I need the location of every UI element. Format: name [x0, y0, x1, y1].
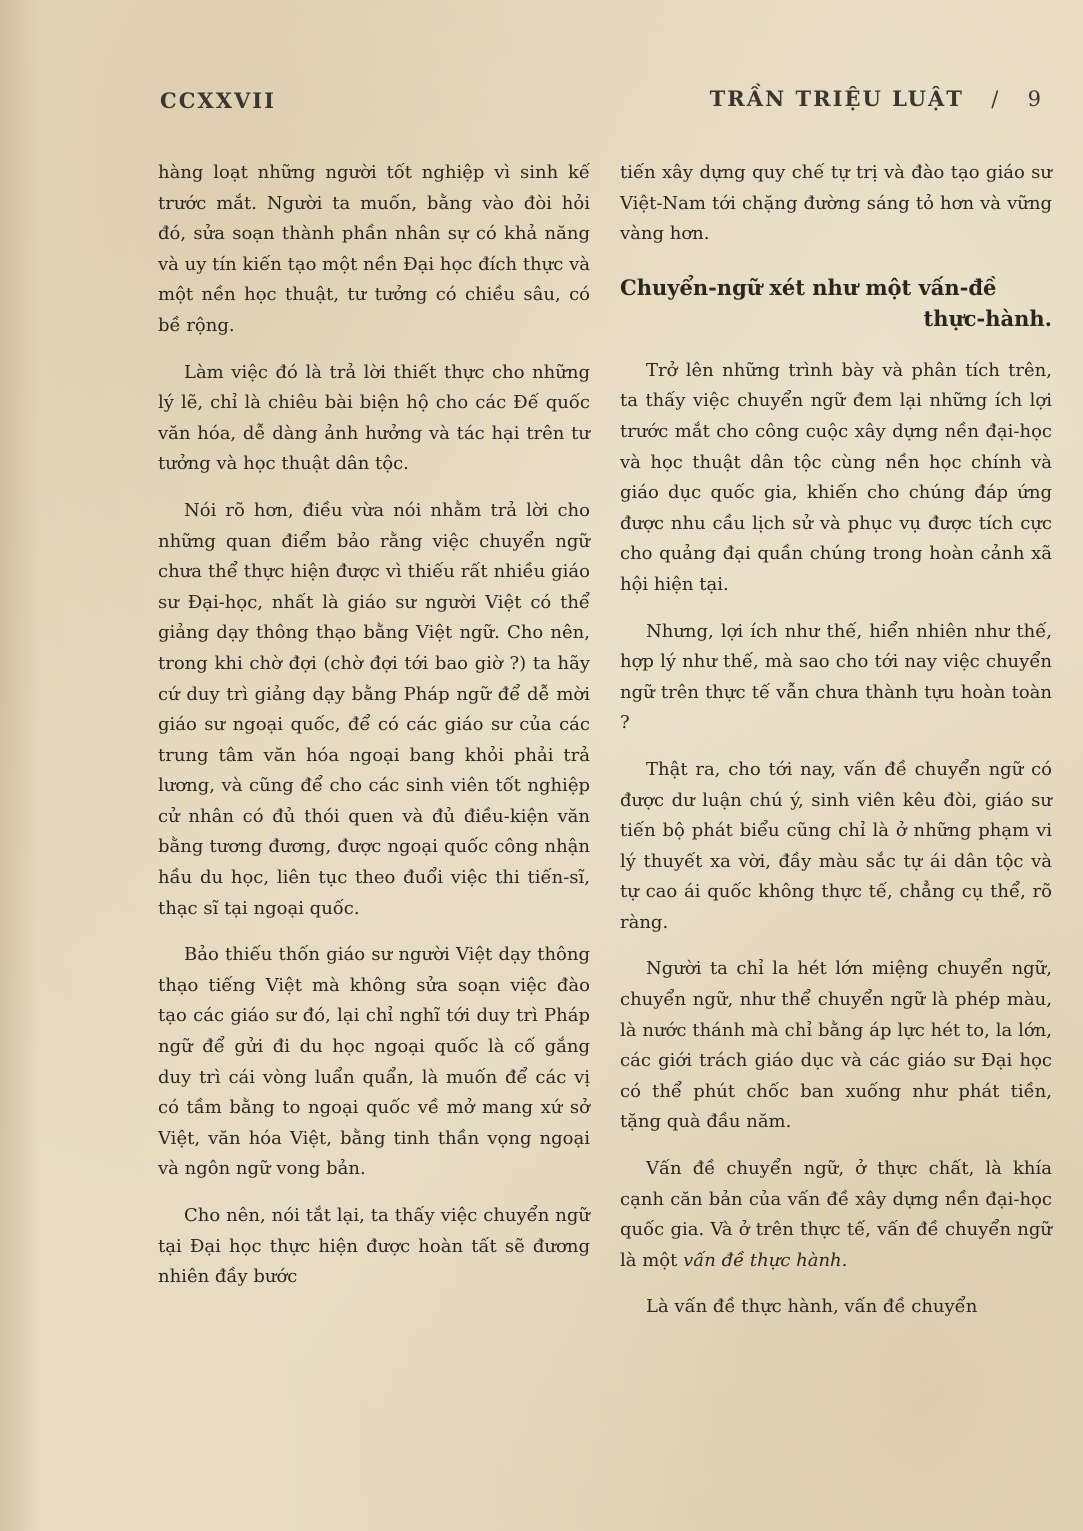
- paragraph: Bảo thiếu thốn giáo sư người Việt dạy thông thạo tiếng Việt mà không sửa soạn việc đào tạo các giáo sư đó, lại chỉ nghĩ tới duy trì Pháp ngữ để gửi đi du học ngoại quốc là cố gắng duy trì cái vòng luẩn quẩn, là muốn để các vị có tầm bằng to ngoại quốc về mở mang xứ sở Việt, văn hóa Việt, bằng tinh thần vọng ngoại và ngôn ngữ vong bản.: [158, 944, 590, 1180]
- paragraph-text: Vấn đề chuyển ngữ, ở thực chất, là khía cạnh căn bản của vấn đề xây dựng nền đại-học quốc gia. Và ở trên thực tế, vấn đề chuyển ngữ là một: [620, 1158, 1052, 1271]
- page-number: 9: [1027, 87, 1043, 111]
- header-author: TRẦN TRIỆU LUẬT: [709, 86, 964, 111]
- paragraph: tiến xây dựng quy chế tự trị và đào tạo giáo sư Việt-Nam tới chặng đường sáng tỏ hơn và vững vàng hơn.: [620, 162, 1052, 245]
- paragraph: Người ta chỉ la hét lớn miệng chuyển ngữ, chuyển ngữ, như thể chuyển ngữ là phép màu, là nước thánh mà chỉ bằng áp lực hét to, la lớn, các giới trách giáo dục và các giáo sư Đại học có thể phút chốc ban xuống như phát tiền, tặng quà đầu năm.: [620, 958, 1052, 1133]
- paragraph: Cho nên, nói tắt lại, ta thấy việc chuyển ngữ tại Đại học thực hiện được hoàn tất sẽ đương nhiên đầy bước: [158, 1205, 590, 1288]
- section-heading-line2: thực-hành.: [923, 305, 1052, 331]
- paragraph: Nhưng, lợi ích như thế, hiển nhiên như thế, hợp lý như thế, mà sao cho tới nay việc chuyển ngữ trên thực tế vẫn chưa thành tựu hoàn toàn ?: [620, 620, 1052, 734]
- section-heading-line1: Chuyển-ngữ xét như một vấn-đề: [620, 274, 997, 300]
- paragraph: [620, 1154, 1052, 1276]
- left-column: [158, 158, 590, 1293]
- right-column: [620, 158, 1052, 1323]
- running-header: [710, 86, 1043, 111]
- header-volume-number: CCXXVII: [160, 88, 276, 113]
- paragraph: Trở lên những trình bày và phân tích trên, ta thấy việc chuyển ngữ đem lại những ích lợi trước mắt cho công cuộc xây dựng nền đại-học và học thuật dân tộc cùng nền học chính và giáo dục quốc gia, khiến cho chúng đáp ứng được nhu cầu lịch sử và phục vụ được tích cực cho quảng đại quần chúng trong hoàn cảnh xã hội hiện tại.: [620, 359, 1052, 595]
- section-heading: [620, 272, 1052, 334]
- page-edge-shadow: [0, 0, 40, 1531]
- paragraph: Là vấn đề thực hành, vấn đề chuyển: [646, 1296, 978, 1318]
- italic-phrase: vấn đề thực hành.: [683, 1249, 848, 1271]
- paragraph: Nói rõ hơn, điều vừa nói nhằm trả lời cho những quan điểm bảo rằng việc chuyển ngữ chưa thể thực hiện được vì thiếu rất nhiều giáo sư Đại-học, nhất là giáo sư người Việt có thể giảng dạy thông thạo bằng Việt ngữ. Cho nên, trong khi chờ đợi (chờ đợi tới bao giờ ?) ta hãy cứ duy trì giảng dạy bằng Pháp ngữ để dễ mời giáo sư ngoại quốc, để có các giáo sư của các trung tâm văn hóa ngoại bang khỏi phải trả lương, và cũng để cho các sinh viên tốt nghiệp cử nhân có đủ thói quen và đủ điều-kiện văn bằng tương đương, được ngoại quốc công nhận hầu du học, liên tục theo đuổi việc thi tiến-sĩ, thạc sĩ tại ngoại quốc.: [158, 499, 590, 919]
- paragraph: Thật ra, cho tới nay, vấn đề chuyển ngữ có được dư luận chú ý, sinh viên kêu đòi, giáo sư tiến bộ phát biểu cũng chỉ là ở những phạm vi lý thuyết xa vời, đầy màu sắc tự ái dân tộc và tự cao ái quốc không thực tế, chẳng cụ thể, rõ ràng.: [620, 758, 1052, 933]
- paragraph: hàng loạt những người tốt nghiệp vì sinh kế trước mắt. Người ta muốn, bằng vào đòi hỏi đó, sửa soạn thành phần nhân sự có khả năng và uy tín kiến tạo một nền Đại học đích thực và một nền học thuật, tư tưởng có chiều sâu, có bề rộng.: [158, 162, 590, 336]
- header-separator: /: [991, 87, 1001, 111]
- paragraph: Làm việc đó là trả lời thiết thực cho những lý lẽ, chỉ là chiêu bài biện hộ cho các Đế quốc văn hóa, dễ dàng ảnh hưởng và tác hại trên tư tưởng và học thuật dân tộc.: [158, 361, 590, 475]
